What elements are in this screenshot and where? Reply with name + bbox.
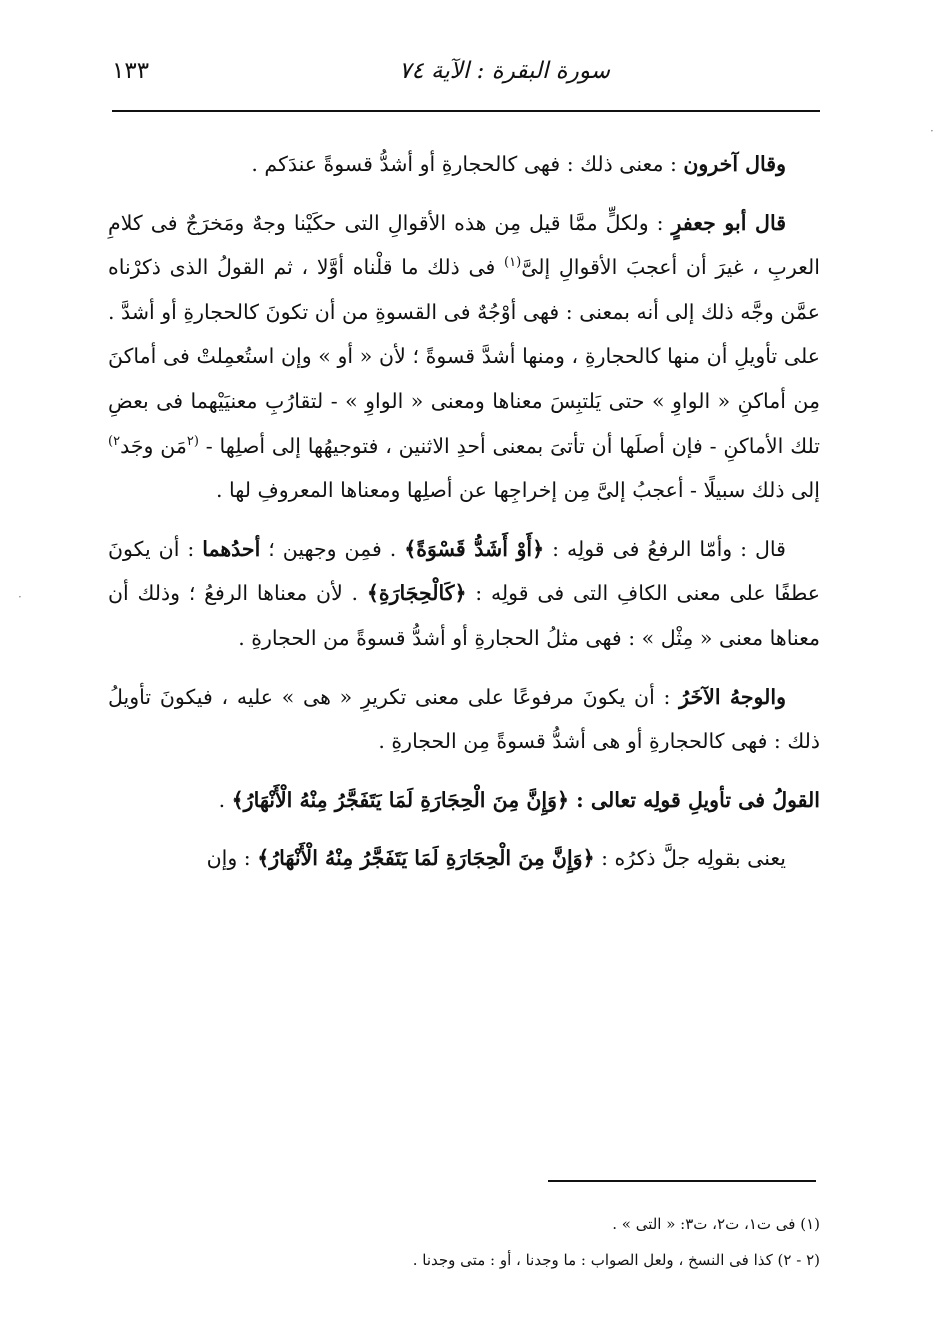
paragraph-text: . فمِن وجهين ؛ xyxy=(260,536,405,561)
paragraph-text: يعنى بقولِه جلَّ ذكرُه : xyxy=(594,846,786,871)
paragraph-text: : أن يكونَ عطفًا على معنى الكافِ التى فى قولِه : xyxy=(108,536,820,606)
quran-quote: ﴿وَإِنَّ مِنَ الْحِجَارَةِ لَمَا يَتَفَجَّرُ مِنْهُ الْأَنْهَارُ﴾ xyxy=(257,846,595,871)
footnote-ref-2-start: (٢ xyxy=(186,433,199,449)
paragraph-text: : معنى ذلك : فهى كالحجارةِ أو أشدُّ قسوةً عندَكم . xyxy=(251,152,684,176)
paragraph-3 xyxy=(108,527,820,661)
paragraph-text: : وإن xyxy=(206,846,258,871)
speaker-label: قال أبو جعفرٍ xyxy=(671,210,786,235)
paragraph-4 xyxy=(108,675,820,764)
margin-speck: · xyxy=(930,124,934,138)
footnote-ref-1: (١) xyxy=(504,255,522,271)
quran-quote: ﴿أَوْ أَشَدُّ قَسْوَةً﴾ xyxy=(404,536,545,561)
paragraph-text: إلى ذلك سبيلًا - أعجبُ إلىَّ مِن إخراجِها عن أصلِها ومعناها المعروفِ لها . xyxy=(215,478,820,503)
section-heading xyxy=(108,778,820,823)
paragraph-text: : ولكلٍّ ممَّا قيل مِن هذه الأقوالِ التى حكَيْنا وجهٌ ومَخرَجٌ فى كلامِ العربِ ، غيرَ أن أعجبَ الأقوالِ إلىَّ xyxy=(108,210,820,280)
paragraph-text: قال : وأمّا الرفعُ فى قولِه : xyxy=(544,536,786,561)
heading-tail: . xyxy=(218,787,232,812)
quran-quote: ﴿كَالْحِجَارَةِ﴾ xyxy=(366,581,467,606)
body-text xyxy=(108,142,820,895)
paragraph-text: مَن وجَد xyxy=(120,433,187,458)
paragraph-1 xyxy=(108,142,820,187)
footnote-1: (١) فى ت١، ت٢، ت٣: « التى » . xyxy=(612,1215,820,1233)
quran-quote: ﴿وَإِنَّ مِنَ الْحِجَارَةِ لَمَا يَتَفَجَّرُ مِنْهُ الْأَنْهَارُ﴾ xyxy=(231,787,570,812)
footnotes xyxy=(108,1206,820,1278)
margin-speck: · xyxy=(18,590,22,604)
speaker-label: وقال آخرون xyxy=(683,152,786,176)
page-header xyxy=(112,54,820,108)
page-number: ١٣٣ xyxy=(112,58,150,84)
paragraph-text: : أن يكونَ مرفوعًا على معنى تكريرِ « هى » عليه ، فيكونَ تأويلُ ذلك : فهى كالحجارةِ أو هى أشدُّ قسوةً مِن الحجارةِ . xyxy=(108,684,820,754)
running-title: سورة البقرة : الآية ٧٤ xyxy=(399,58,610,84)
paragraph-2 xyxy=(108,201,820,513)
paragraph-text: فى ذلك ما قلْناه أوَّلا ، ثم القولُ الذى ذكرْناه عمَّن وجَّه ذلك إلى أنه بمعنى : فهى أوْجُهٌ فى القسوةِ من أن تكونَ كالحجارةِ أو أشدَّ . على تأويلِ أن منها كالحجارةِ ، ومنها أشدَّ قسوةً ؛ لأن « أو » وإن استُعمِلتْ فى أماكنَ مِن أماكنِ « الواوِ » حتى يَلتبِسَ معناها ومعنى « الواوِ » - لتقارُبِ معنيَيْهما فى بعضِ تلك الأماكنِ - فإن أصلَها أن تأتىَ بمعنى أحدِ الاثنين ، فتوجيهُها إلى أصلِها - xyxy=(108,255,820,458)
heading-text: القولُ فى تأويلِ قولِه تعالى : xyxy=(569,787,820,812)
footnote-ref-2-end: ٢) xyxy=(108,433,121,449)
bold-term: أحدُهما xyxy=(202,536,261,561)
paragraph-6 xyxy=(108,836,820,881)
footnote-2: (٢ - ٢) كذا فى النسخ ، ولعل الصواب : ما وجدنا ، أو : متى وجدنا . xyxy=(412,1251,820,1269)
header-rule xyxy=(112,110,820,112)
footnote-rule xyxy=(548,1180,816,1182)
speaker-label: والوجهُ الآخَرُ xyxy=(679,684,786,709)
paragraph-text: . لأن معناها الرفعُ ؛ وذلك أن معناها معنى « مِثْل » : فهى مثلُ الحجارةِ أو أشدُّ قسوةً من الحجارةِ . xyxy=(108,581,820,650)
